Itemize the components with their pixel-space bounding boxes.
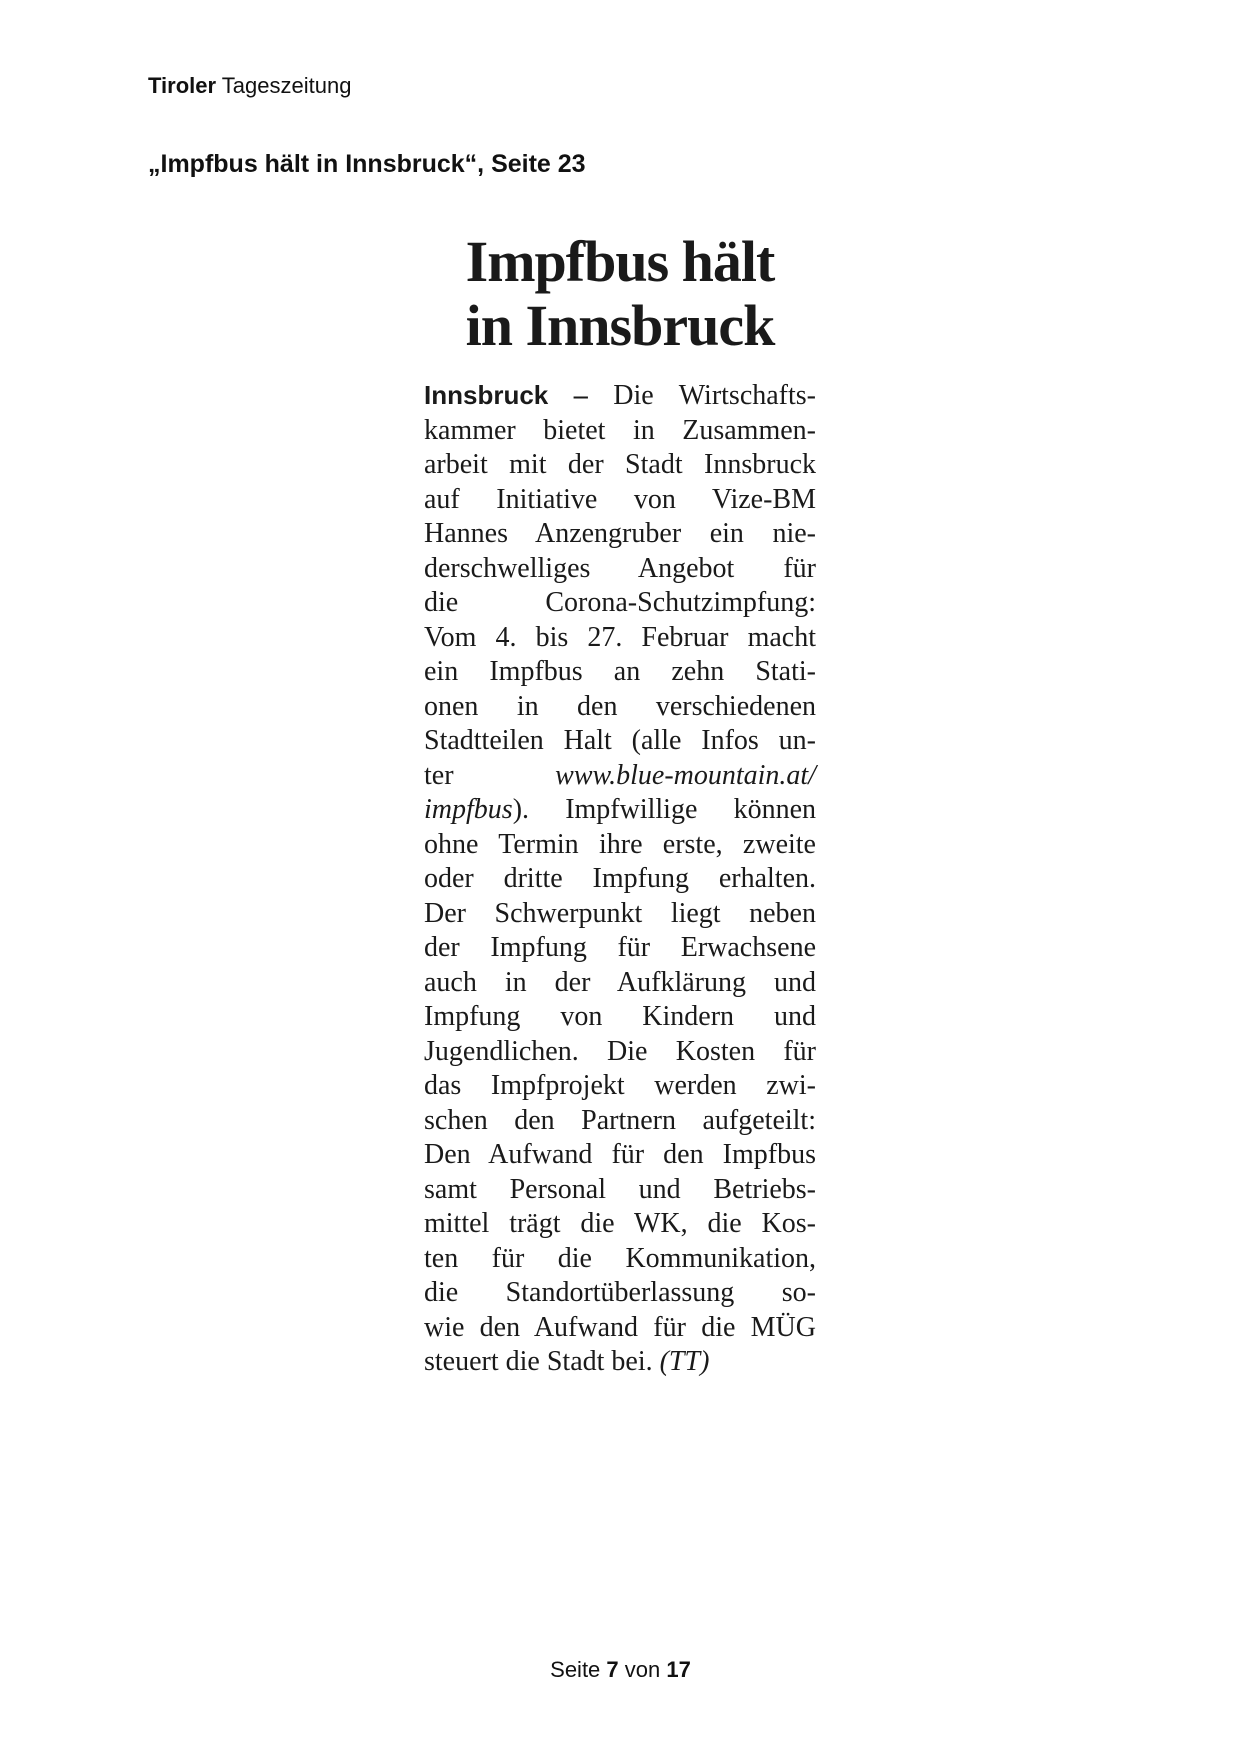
- body-line: ter www.blue-mountain.at/: [424, 759, 816, 791]
- url-text: impfbus: [424, 794, 513, 825]
- body-line: kammer bietet in Zusammen-: [424, 414, 816, 446]
- body-line: Impfung von Kindern und: [424, 1001, 816, 1032]
- current-page: 7: [606, 1657, 619, 1682]
- newspaper-name-regular: Tageszeitung: [221, 73, 352, 98]
- body-line: Innsbruck – Die Wirtschafts-: [424, 380, 817, 411]
- body-line: samt Personal und Betriebs-: [424, 1173, 816, 1205]
- body-line: ten für die Kommunikation,: [424, 1242, 816, 1274]
- body-line: Der Schwerpunkt liegt neben: [424, 897, 816, 929]
- body-line: Jugendlichen. Die Kosten für: [424, 1035, 816, 1067]
- url-text: www.blue-mountain.at/: [555, 759, 816, 791]
- body-line: die Corona-Schutzimpfung:: [424, 587, 816, 618]
- body-line: impfbus). Impfwillige können: [424, 794, 816, 825]
- body-line: arbeit mit der Stadt Innsbruck: [424, 449, 816, 480]
- body-line: schen den Partnern aufgeteilt:: [424, 1104, 816, 1136]
- body-line: Vom 4. bis 27. Februar macht: [424, 621, 816, 653]
- body-line: mittel trägt die WK, die Kos-: [424, 1208, 816, 1239]
- total-pages: 17: [666, 1657, 691, 1682]
- body-line: onen in den verschiedenen: [424, 690, 816, 722]
- body-line: auf Initiative von Vize-BM: [424, 483, 816, 515]
- body-line: auch in der Aufklärung und: [424, 966, 816, 998]
- body-line: Stadtteilen Halt (alle Infos un-: [424, 725, 816, 756]
- dateline-dash: –: [548, 380, 614, 411]
- clipping-body: [424, 378, 816, 1380]
- body-line: wie den Aufwand für die MÜG: [424, 1311, 816, 1343]
- body-line: ein Impfbus an zehn Stati-: [424, 656, 816, 687]
- body-line: ohne Termin ihre erste, zweite: [424, 828, 816, 860]
- page-number: Seite 7 von 17: [550, 1657, 691, 1682]
- dateline: Innsbruck: [424, 380, 549, 410]
- body-line: Den Aufwand für den Impfbus: [424, 1139, 816, 1170]
- body-line: der Impfung für Erwachsene: [424, 932, 816, 963]
- body-line: derschwelliges Angebot für: [424, 552, 816, 584]
- clipping-headline: [424, 230, 816, 358]
- body-line: oder dritte Impfung erhalten.: [424, 863, 816, 894]
- source-tag: (TT): [659, 1346, 710, 1377]
- body-line: die Standortüberlassung so-: [424, 1277, 816, 1308]
- headline-line-1: Impfbus hält: [465, 229, 775, 294]
- body-line: das Impfprojekt werden zwi-: [424, 1070, 816, 1101]
- body-line: Hannes Anzengruber ein nie-: [424, 518, 816, 549]
- article-reference: „Impfbus hält in Innsbruck“, Seite 23: [148, 150, 586, 178]
- newspaper-name: [148, 72, 351, 100]
- newspaper-name-bold: Tiroler: [148, 73, 217, 98]
- headline-line-2: in Innsbruck: [465, 293, 775, 358]
- body-line: steuert die Stadt bei. (TT): [424, 1346, 710, 1377]
- newspaper-clipping: [424, 230, 816, 1380]
